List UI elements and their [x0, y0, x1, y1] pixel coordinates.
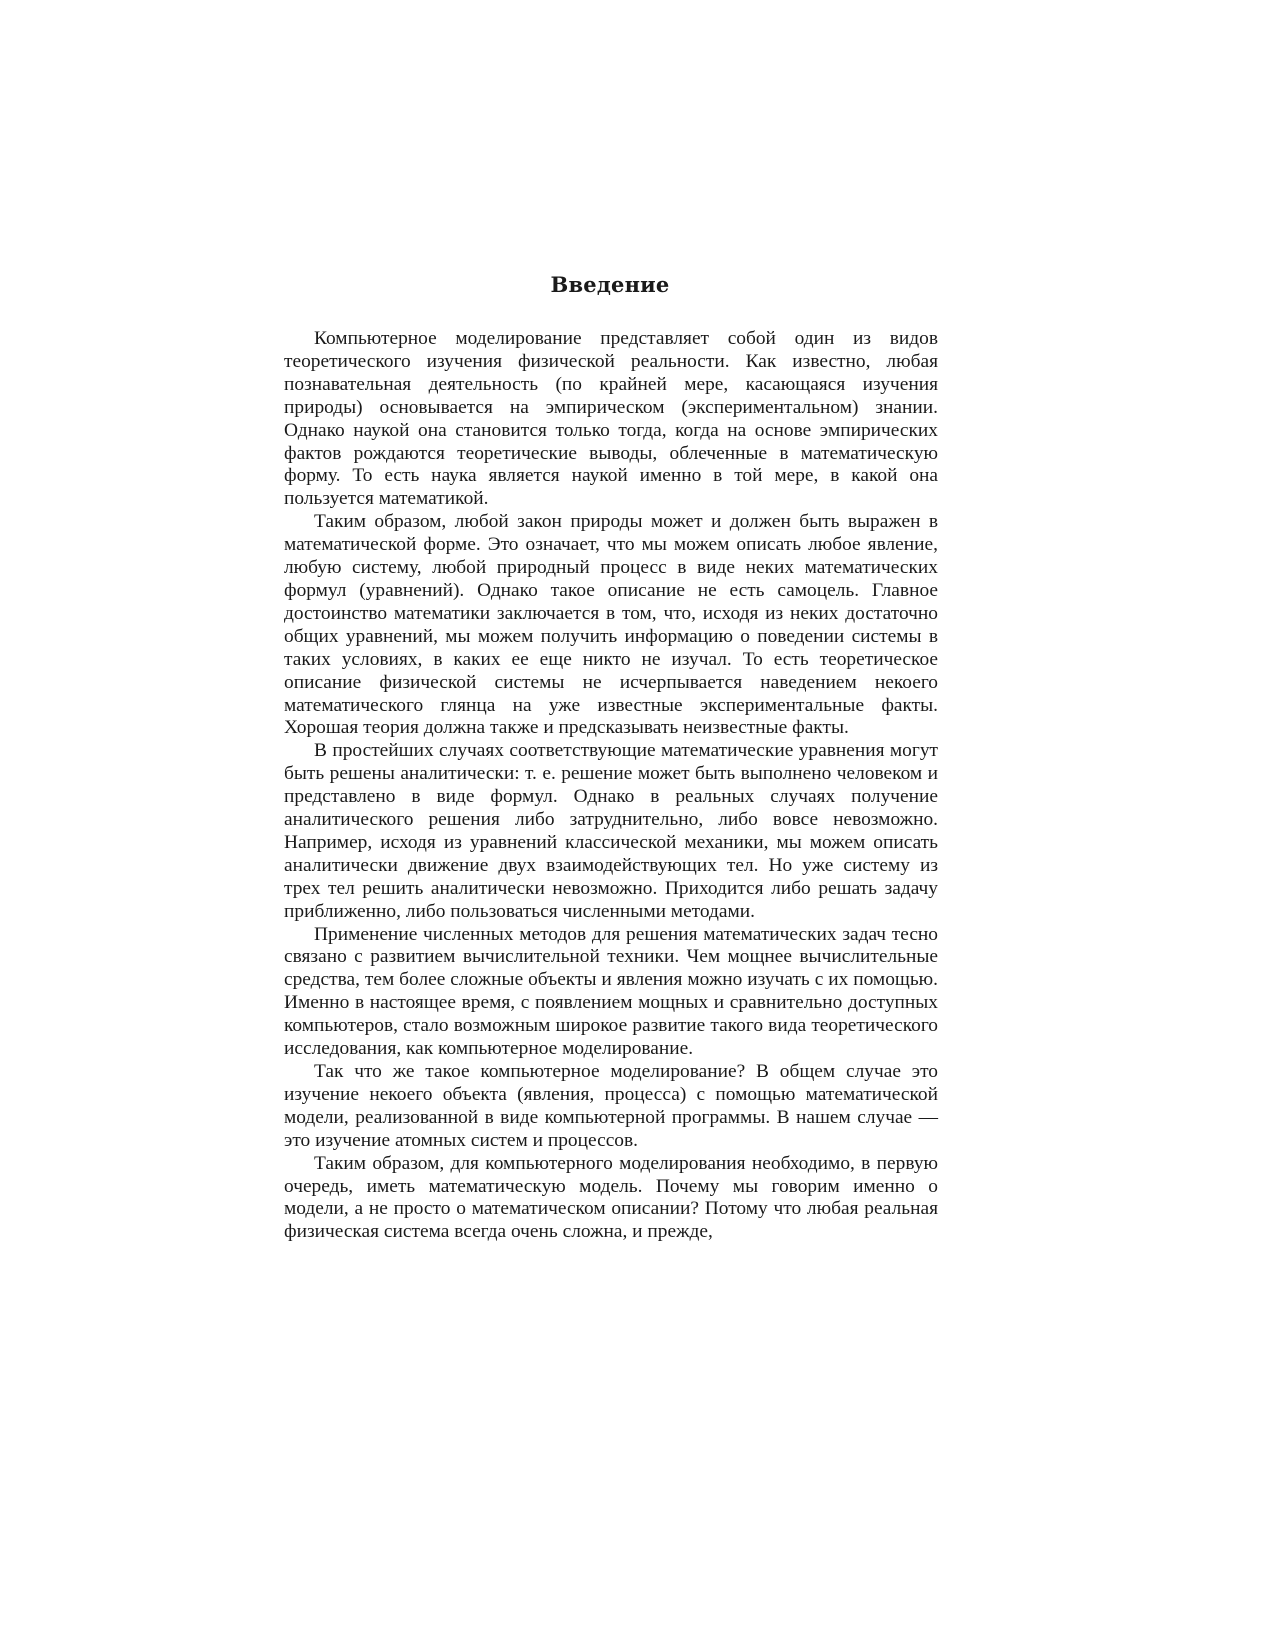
paragraph: Таким образом, любой закон природы может и должен быть выражен в математической форме. Это означает, что мы можем описать любое явление, любую систему, любой природный процесс в виде неких математических формул (уравнений). Однако такое описание не есть самоцель. Главное достоинство математики заключается в том, что, исходя из неких достаточно общих уравнений, мы можем получить информацию о поведении системы в таких условиях, в каких ее еще никто не изучал. То есть теоретическое описание физической системы не исчерпывается наведением некоего математического глянца на уже известные экспериментальные факты. Хорошая теория должна также и предсказывать неизвестные факты.: [284, 511, 938, 739]
body-text: [284, 328, 938, 1244]
paragraph: В простейших случаях соответствующие математические уравнения могут быть решены аналитически: т. е. решение может быть выполнено человеком и представлено в виде формул. Однако в реальных случаях получение аналитического решения либо затруднительно, либо вовсе невозможно. Например, исходя из уравнений классической механики, мы можем описать аналитически движение двух взаимодействующих тел. Но уже систему из трех тел решить аналитически невозможно. Приходится либо решать задачу приближенно, либо пользоваться численными методами.: [284, 740, 938, 922]
paragraph: Компьютерное моделирование представляет собой один из видов теоретического изучения физической реальности. Как известно, любая познавательная деятельность (по крайней мере, касающаяся изучения природы) основывается на эмпирическом (экспериментальном) знании. Однако наукой она становится только тогда, когда на основе эмпирических фактов рождаются теоретические выводы, облеченные в математическую форму. То есть наука является наукой именно в той мере, в какой она пользуется математикой.: [284, 328, 938, 510]
paragraph: Таким образом, для компьютерного моделирования необходимо, в первую очередь, иметь математическую модель. Почему мы говорим именно о модели, а не просто о математическом описании? Потому что любая реальная физическая система всегда очень сложна, и прежде,: [284, 1152, 938, 1243]
chapter-title: Введение: [550, 272, 670, 297]
paragraph: Применение численных методов для решения математических задач тесно связано с развитием вычислительной техники. Чем мощнее вычислительные средства, тем более сложные объекты и явления можно изучать с их помощью. Именно в настоящее время, с появлением мощных и сравнительно доступных компьютеров, стало возможным широкое развитие такого вида теоретического исследования, как компьютерное моделирование.: [284, 923, 938, 1060]
paragraph: Так что же такое компьютерное моделирование? В общем случае это изучение некоего объекта (явления, процесса) с помощью математической модели, реализованной в виде компьютерной программы. В нашем случае — это изучение атомных систем и процессов.: [284, 1061, 938, 1151]
